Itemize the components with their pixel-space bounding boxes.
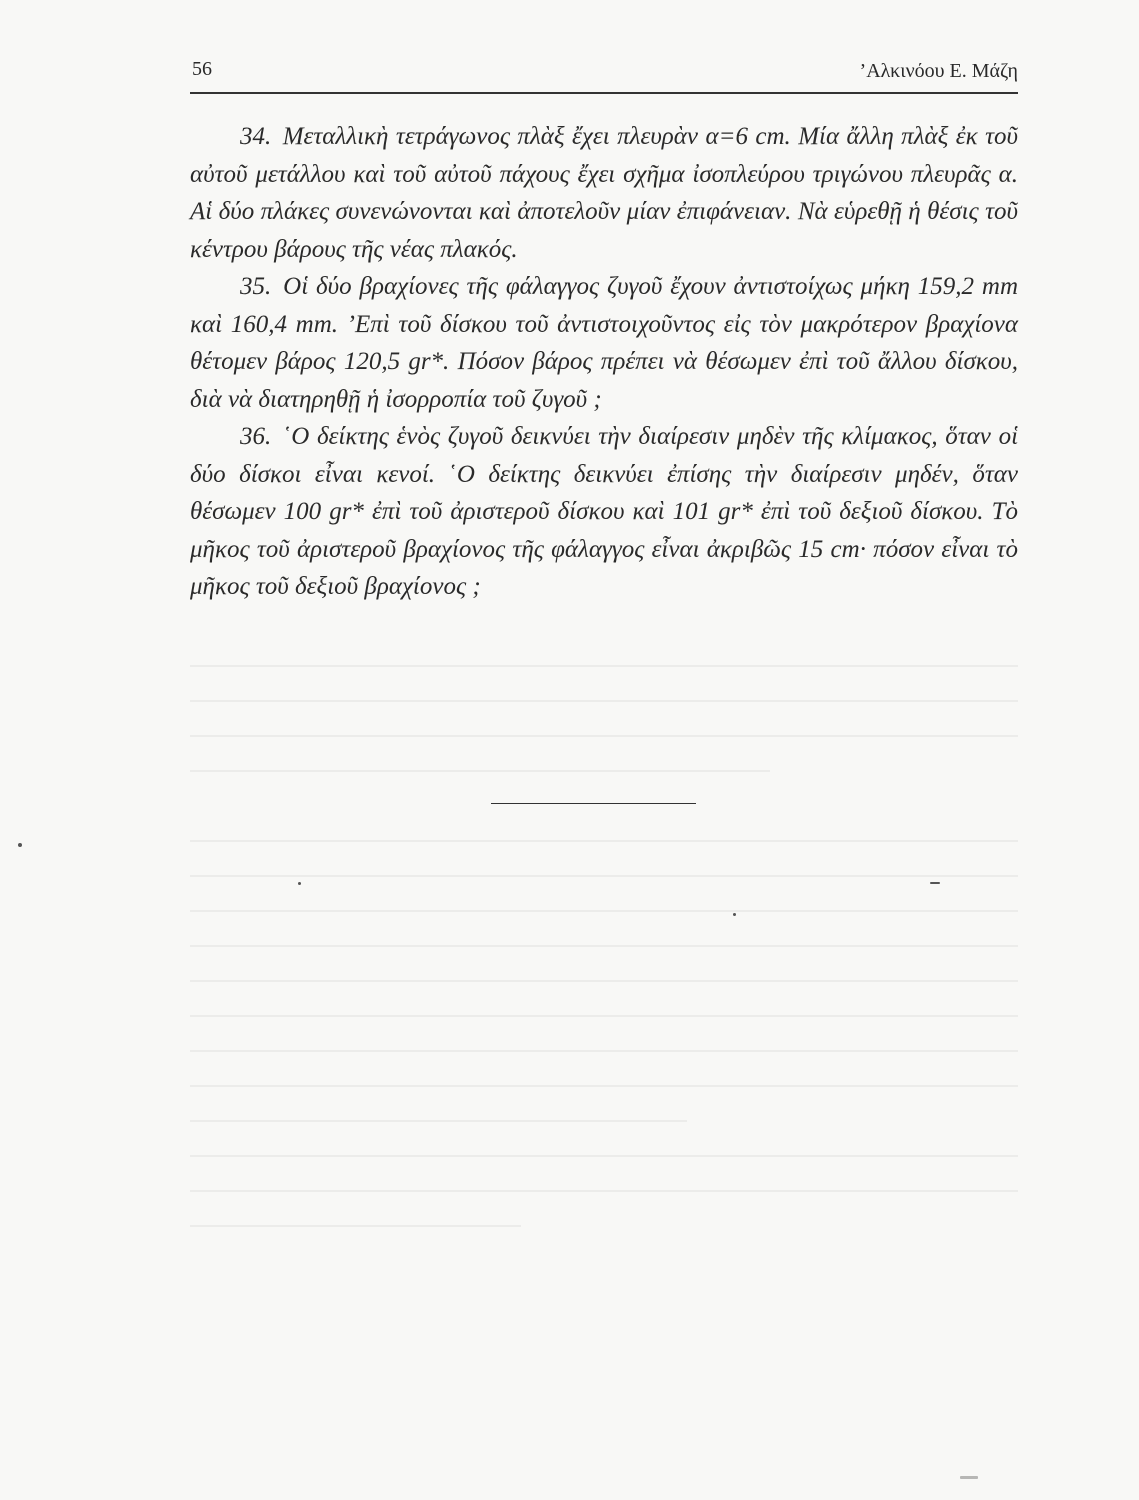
paper-speck [18,843,22,847]
problem-number: 36. [240,423,272,450]
bleed-through-shadow [190,665,1018,1325]
problem-text: ῾Ο δείκτης ἑνὸς ζυγοῦ δεικνύει τὴν διαίρεσιν μηδὲν τῆς κλίμακος, ὅταν οἱ δύο δίσκοι εἶναι κενοί. ῾Ο δείκτης δεικνύει ἐπίσης τὴν διαίρεσιν μηδέν, ὅταν θέσωμεν 100 gr* ἐπὶ τοῦ ἀριστεροῦ δίσκου καὶ 101 gr* ἐπὶ τοῦ δεξιοῦ δίσκου. Τὸ μῆκος τοῦ ἀριστεροῦ βραχίονος τῆς φάλαγγος εἶναι ἀκριβῶς 15 cm· πόσον εἶναι τὸ μῆκος τοῦ δεξιοῦ βραχίονος ; [190,423,1019,600]
page-header [190,52,1018,94]
problem-34 [190,118,1018,268]
section-divider [491,803,696,804]
problem-text: Οἱ δύο βραχίονες τῆς φάλαγγος ζυγοῦ ἔχουν ἀντιστοίχως μήκη 159,2 mm καὶ 160,4 mm. ’Επὶ τοῦ δίσκου τοῦ ἀντιστοιχοῦντος εἰς τὸν μακρότερον βραχίονα θέτομεν βάρος 120,5 gr*. Πόσον βάρος πρέπει νὰ θέσωμεν ἐπὶ τοῦ ἄλλου δίσκου, διὰ νὰ διατηρηθῇ ἡ ἰσορροπία τοῦ ζυγοῦ ; [190,273,1018,413]
problem-number: 35. [240,273,272,300]
paper-speck [298,882,301,885]
page-number: 56 [192,58,212,80]
problem-number: 34. [240,123,272,150]
paper-speck [733,913,736,916]
problem-text: Μεταλλικὴ τετράγωνος πλὰξ ἔχει πλευρὰν α=6 cm. Μία ἄλλη πλὰξ ἐκ τοῦ αὐτοῦ μετάλλου καὶ τοῦ αὐτοῦ πάχους ἔχει σχῆμα ἰσοπλεύρου τριγώνου πλευρᾶς α. Αἱ δύο πλάκες συνενώνονται καὶ ἀποτελοῦν μίαν ἐπιφάνειαν. Νὰ εὑρεθῇ ἡ θέσις τοῦ κέντρου βάρους τῆς νέας πλακός. [190,123,1018,263]
running-title: ’Αλκινόου Ε. Μάζη [859,60,1018,82]
paper-speck [930,882,940,884]
paper-speck [960,1476,978,1479]
problem-36 [190,418,1018,606]
problems-section [190,118,1018,606]
problem-35 [190,268,1018,418]
